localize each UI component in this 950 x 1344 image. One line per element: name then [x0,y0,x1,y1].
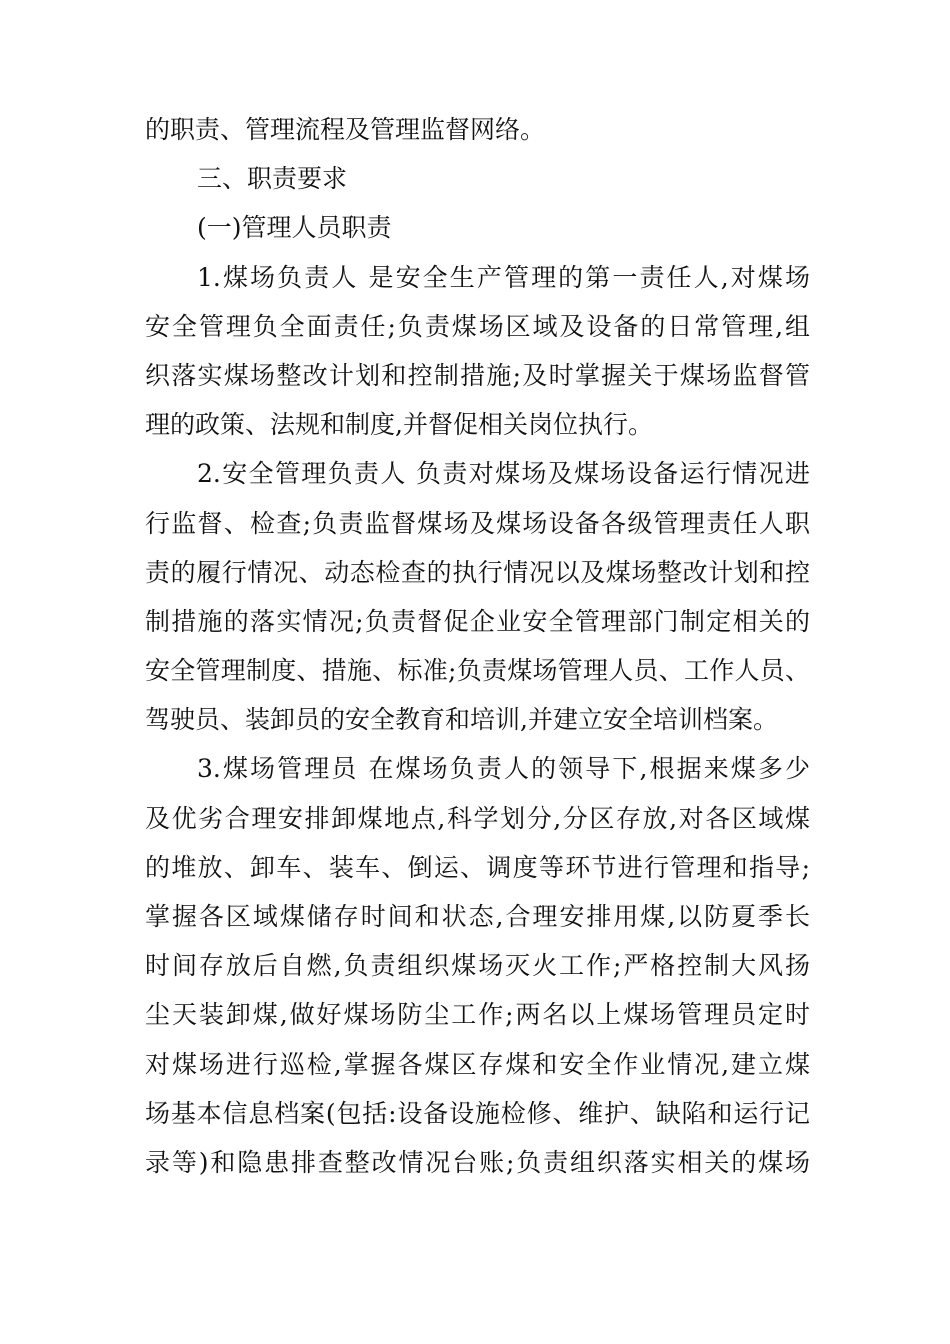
paragraph-2-line: 安全管理制度、措施、标准;负责煤场管理人员、工作人员、 [145,656,810,686]
paragraph-3-line: 掌握各区域煤储存时间和状态,合理安排用煤,以防夏季长 [145,902,810,931]
paragraph-2-line: 驾驶员、装卸员的安全教育和培训,并建立安全培训档案。 [145,705,778,735]
paragraph-1-line: 安全管理负全面责任;负责煤场区域及设备的日常管理,组 [145,311,810,341]
paragraph-3-line: 场基本信息档案(包括:设备设施检修、维护、缺陷和运行记 [145,1098,810,1128]
body-line: 的职责、管理流程及管理监督网络。 [145,115,546,144]
paragraph-3-line: 尘天装卸煤,做好煤场防尘工作;两名以上煤场管理员定时 [145,1000,810,1030]
paragraph-2-line: 2.安全管理负责人 负责对煤场及煤场设备运行情况进 [197,459,810,489]
document-body [145,105,810,1187]
paragraph-3-line: 3.煤场管理员 在煤场负责人的领导下,根据来煤多少 [197,754,810,784]
paragraph-3-line: 及优劣合理安排卸煤地点,科学划分,分区存放,对各区域煤 [145,803,810,833]
paragraph-3-line: 的堆放、卸车、装车、倒运、调度等环节进行管理和指导; [145,852,810,882]
paragraph-2-line: 行监督、检查;负责监督煤场及煤场设备各级管理责任人职 [145,508,810,538]
paragraph-1-line: 织落实煤场整改计划和控制措施;及时掌握关于煤场监督管 [145,360,810,390]
paragraph-2-line: 责的履行情况、动态检查的执行情况以及煤场整改计划和控 [145,557,810,587]
paragraph-3-line: 对煤场进行巡检,掌握各煤区存煤和安全作业情况,建立煤 [145,1049,810,1079]
section-heading: 三、职责要求 [197,164,348,194]
paragraph-1-line: 理的政策、法规和制度,并督促相关岗位执行。 [145,410,653,440]
paragraph-2-line: 制措施的落实情况;负责督促企业安全管理部门制定相关的 [145,606,810,636]
paragraph-3-line: 录等)和隐患排查整改情况台账;负责组织落实相关的煤场 [145,1147,810,1177]
subsection-heading: (一)管理人员职责 [197,213,392,243]
paragraph-3-line: 时间存放后自燃,负责组织煤场灭火工作;严格控制大风扬 [145,951,810,981]
paragraph-1-line: 1.煤场负责人 是安全生产管理的第一责任人,对煤场 [197,262,810,292]
